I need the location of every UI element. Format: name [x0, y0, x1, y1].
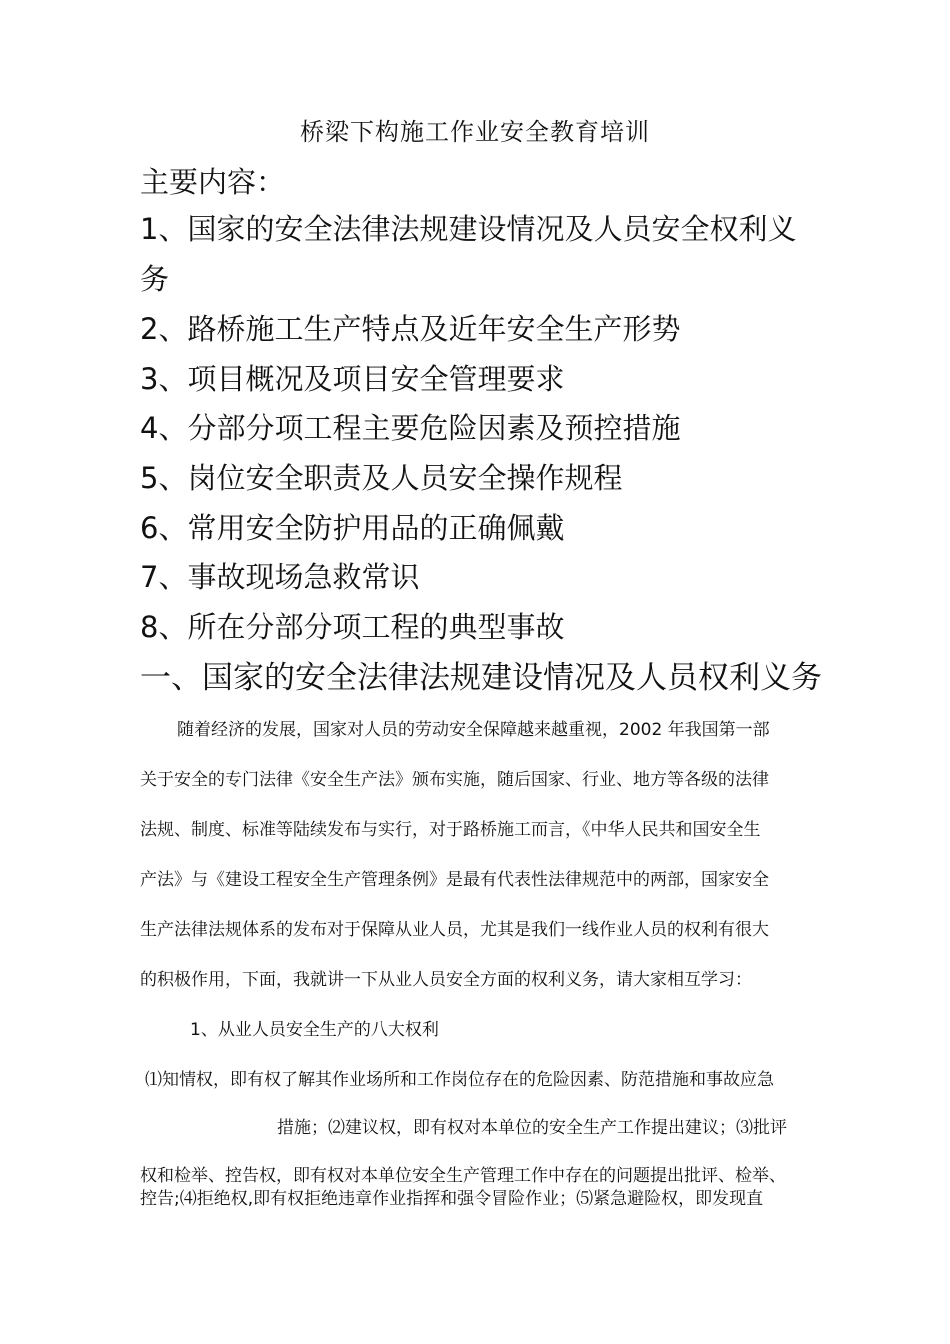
paragraph-line-2: 关于安全的专门法律《安全生产法》颁布实施，随后国家、行业、地方等各级的法律 — [140, 770, 769, 790]
paragraph-line-1: 随着经济的发展，国家对人员的劳动安全保障越来越重视，2002 年我国第一部 — [177, 720, 770, 740]
rights-line-1: ⑴知情权，即有权了解其作业场所和工作岗位存在的危险因素、防范措施和事故应急 — [145, 1070, 774, 1090]
paragraph-line-3: 法规、制度、标准等陆续发布与实行，对于路桥施工而言，《中华人民共和国安全生 — [140, 820, 761, 840]
rights-line-4: 控告;⑷拒绝权,即有权拒绝违章作业指挥和强令冒险作业；⑸紧急避险权，即发现直 — [140, 1189, 764, 1209]
rights-line-2: 措施；⑵建议权，即有权对本单位的安全生产工作提出建议；⑶批评 — [277, 1118, 787, 1138]
toc-item-7: 7、事故现场急救常识 — [140, 560, 420, 594]
toc-item-6: 6、常用安全防护用品的正确佩戴 — [140, 511, 565, 545]
subsection-1-title: 1、从业人员安全生产的八大权利 — [190, 1020, 439, 1040]
toc-item-1: 1、国家的安全法律法规建设情况及人员安全权利义 — [140, 212, 797, 246]
toc-item-8: 8、所在分部分项工程的典型事故 — [140, 610, 565, 644]
contents-heading: 主要内容： — [140, 165, 286, 199]
document-title: 桥梁下构施工作业安全教育培训 — [300, 118, 650, 146]
toc-item-4: 4、分部分项工程主要危险因素及预控措施 — [140, 411, 681, 445]
section-1-title: 一、国家的安全法律法规建设情况及人员权利义务 — [140, 660, 822, 696]
paragraph-line-6: 的积极作用，下面，我就讲一下从业人员安全方面的权利义务，请大家相互学习： — [140, 970, 752, 990]
paragraph-line-4: 产法》与《建设工程安全生产管理条例》是最有代表性法律规范中的两部，国家安全 — [140, 870, 769, 890]
toc-item-2: 2、路桥施工生产特点及近年安全生产形势 — [140, 312, 681, 346]
toc-item-3: 3、项目概况及项目安全管理要求 — [140, 362, 565, 396]
paragraph-line-5: 生产法律法规体系的发布对于保障从业人员，尤其是我们一线作业人员的权利有很大 — [140, 920, 769, 940]
toc-item-1-continued: 务 — [140, 262, 170, 296]
rights-line-3: 权和检举、控告权，即有权对本单位安全生产管理工作中存在的问题提出批评、检举、 — [140, 1166, 786, 1186]
toc-item-5: 5、岗位安全职责及人员安全操作规程 — [140, 461, 623, 495]
